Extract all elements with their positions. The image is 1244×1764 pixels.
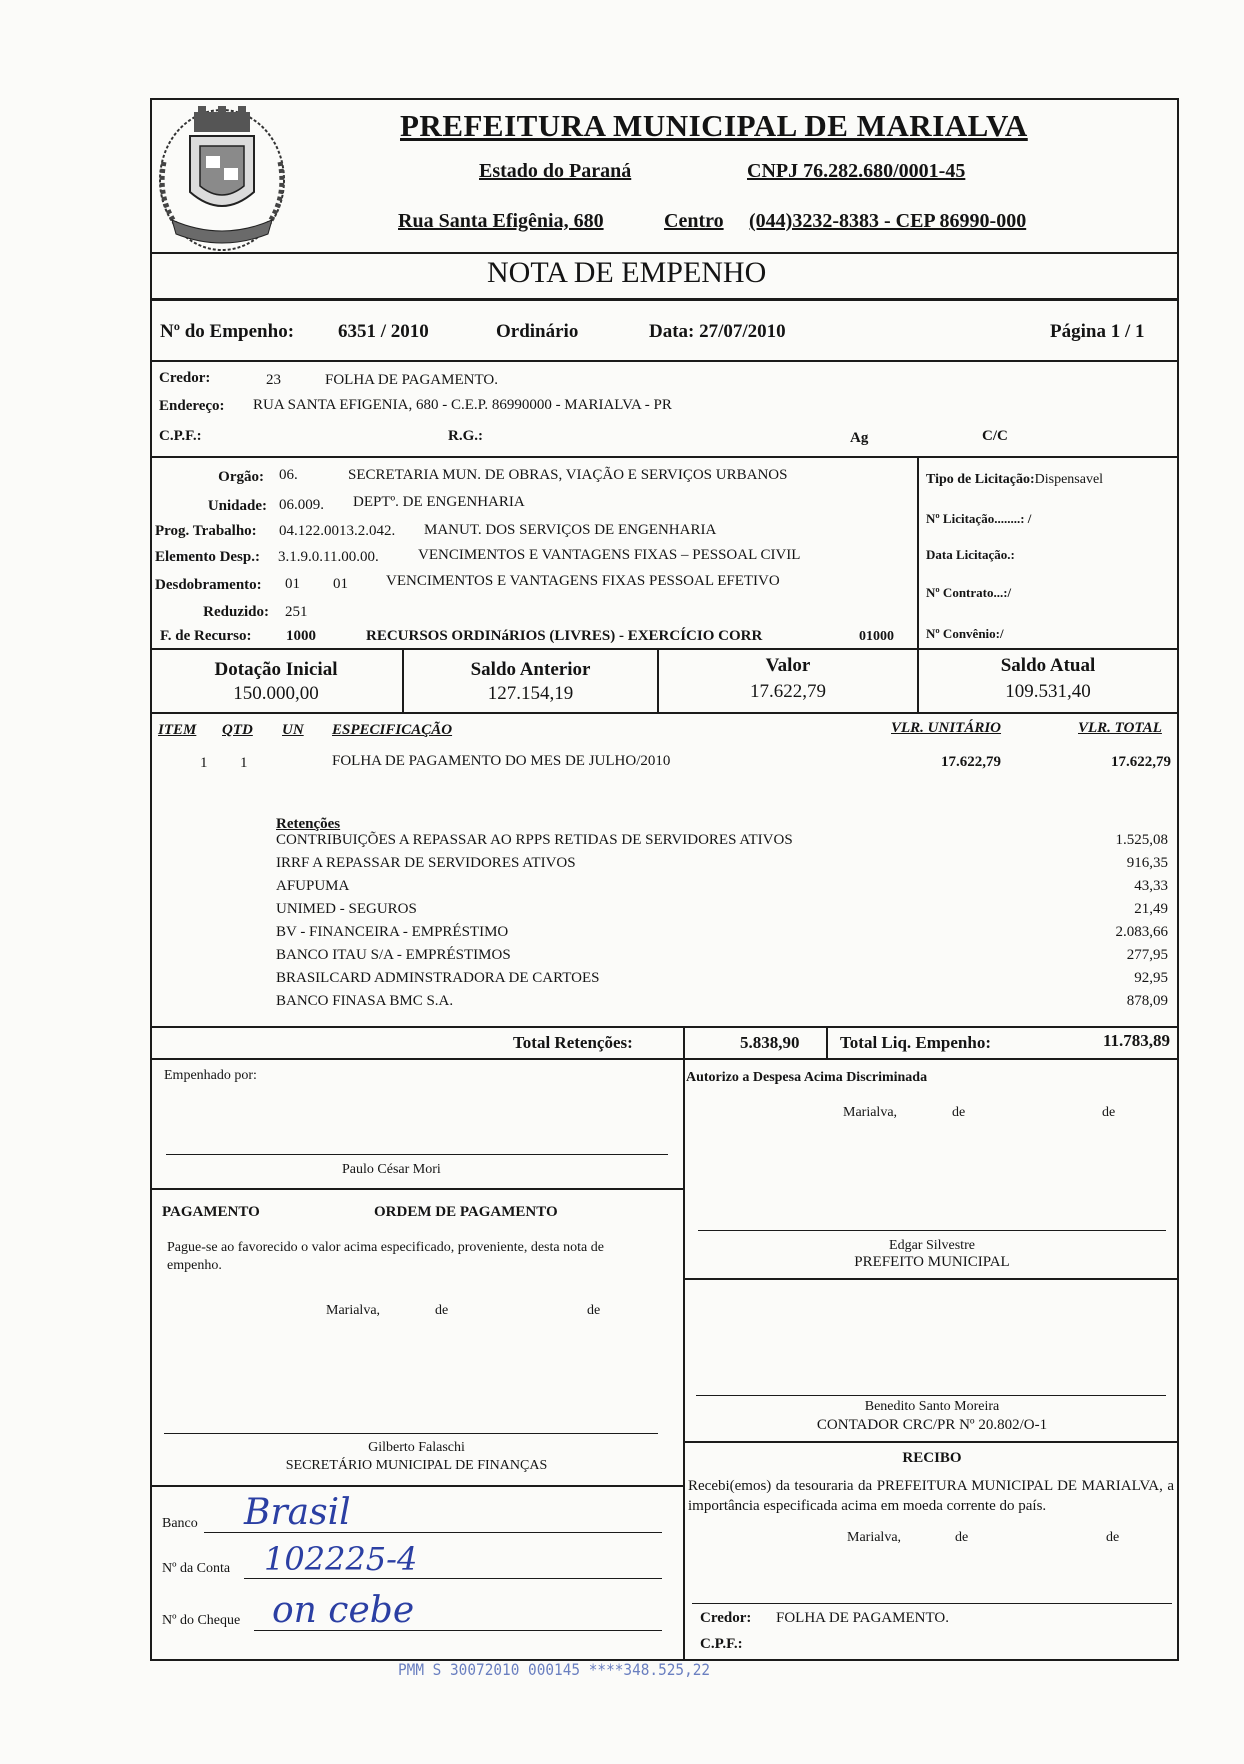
retencoes-title: Retenções bbox=[276, 816, 341, 832]
doc-title: NOTA DE EMPENHO bbox=[487, 256, 767, 289]
row-qtd: 1 bbox=[240, 755, 248, 771]
row-vlr-unit: 17.622,79 bbox=[941, 754, 1001, 770]
autorizo-de2: de bbox=[1102, 1105, 1116, 1120]
contador-nome: Benedito Santo Moreira bbox=[864, 1399, 1000, 1414]
retencao-desc: BANCO FINASA BMC S.A. bbox=[276, 993, 454, 1009]
retencao-value: 916,35 bbox=[1126, 855, 1168, 871]
retencao-desc: BV - FINANCEIRA - EMPRÉSTIMO bbox=[276, 924, 509, 940]
saldo-atual-label: Saldo Atual bbox=[1000, 655, 1096, 676]
prefeito-nome: Edgar Silvestre bbox=[889, 1238, 975, 1253]
elemento-desc: VENCIMENTOS E VANTAGENS FIXAS – PESSOAL CIVIL bbox=[418, 547, 801, 563]
cnpj: CNPJ 76.282.680/0001-45 bbox=[747, 160, 966, 182]
retencao-value: 2.083,66 bbox=[1115, 924, 1168, 940]
retencao-desc: UNIMED - SEGUROS bbox=[276, 901, 417, 917]
address: Rua Santa Efigênia, 680 bbox=[398, 210, 604, 232]
elemento-code: 3.1.9.0.11.00.00. bbox=[278, 549, 379, 565]
elemento-label: Elemento Desp.: bbox=[155, 549, 260, 565]
cpf-label: C.P.F.: bbox=[159, 428, 202, 444]
secretario-cargo: SECRETÁRIO MUNICIPAL DE FINANÇAS bbox=[285, 1458, 548, 1473]
pagamento-de2: de bbox=[587, 1303, 601, 1318]
orgao-code: 06. bbox=[279, 467, 298, 483]
credor-address: RUA SANTA EFIGENIA, 680 - C.E.P. 86990000 - MARIALVA - PR bbox=[253, 397, 672, 413]
pagamento-texto: Pague-se ao favorecido o valor acima especificado, proveniente, desta nota de empenho. bbox=[167, 1240, 604, 1273]
saldo-anterior-value: 127.154,19 bbox=[487, 683, 574, 704]
col-vlr-total: VLR. TOTAL bbox=[1078, 720, 1162, 736]
pagamento-de1: de bbox=[435, 1303, 449, 1318]
valor-label: Valor bbox=[765, 655, 811, 676]
total-retencoes-value: 5.838,90 bbox=[740, 1033, 800, 1052]
banco-handwritten: Brasil bbox=[244, 1492, 351, 1533]
orgao-label: Orgão: bbox=[218, 469, 264, 485]
recibo-local: Marialva, bbox=[847, 1530, 902, 1545]
retencao-value: 878,09 bbox=[1126, 993, 1168, 1009]
retencao-desc: IRRF A REPASSAR DE SERVIDORES ATIVOS bbox=[276, 855, 576, 871]
recurso-code: 1000 bbox=[286, 628, 316, 644]
saldo-anterior-label: Saldo Anterior bbox=[470, 659, 591, 680]
licitacao-numero: Nº Licitação........: / bbox=[926, 511, 1032, 526]
prefeito-cargo: PREFEITO MUNICIPAL bbox=[854, 1254, 1010, 1270]
recurso-num: 01000 bbox=[859, 629, 894, 644]
recurso-label: F. de Recurso: bbox=[160, 628, 252, 644]
desdobramento-b: 01 bbox=[333, 576, 348, 592]
retencao-value: 21,49 bbox=[1134, 901, 1168, 917]
credor-name: FOLHA DE PAGAMENTO. bbox=[325, 372, 498, 388]
page-title: PREFEITURA MUNICIPAL DE MARIALVA bbox=[400, 108, 1028, 143]
phone-cep: (044)3232-8383 - CEP 86990-000 bbox=[749, 210, 1027, 232]
prog-label: Prog. Trabalho: bbox=[155, 523, 257, 539]
empenhado-nome: Paulo César Mori bbox=[342, 1162, 441, 1177]
empenho-date: Data: 27/07/2010 bbox=[649, 321, 786, 342]
valor-value: 17.622,79 bbox=[750, 681, 826, 702]
empenho-number: 6351 / 2010 bbox=[338, 321, 429, 342]
recibo-credor: FOLHA DE PAGAMENTO. bbox=[776, 1610, 949, 1626]
col-qtd: QTD bbox=[222, 722, 253, 738]
ordem-pagamento-title: ORDEM DE PAGAMENTO bbox=[374, 1204, 558, 1220]
endereco-label: Endereço: bbox=[159, 398, 225, 414]
empenho-label: Nº do Empenho: bbox=[160, 321, 295, 342]
conta-handwritten: 102225-4 bbox=[264, 1540, 418, 1578]
autorizo-title: Autorizo a Despesa Acima Discriminada bbox=[686, 1070, 928, 1085]
contrato: Nº Contrato...:/ bbox=[926, 585, 1012, 600]
desdobramento-label: Desdobramento: bbox=[155, 577, 262, 593]
payment-stamp: PMM S 30072010 000145 ****348.525,22 bbox=[398, 1660, 711, 1679]
recurso-desc: RECURSOS ORDINáRIOS (LIVRES) - EXERCÍCIO CORR bbox=[366, 628, 763, 644]
total-liquido-label: Total Liq. Empenho: bbox=[840, 1033, 991, 1052]
dotacao-value: 150.000,00 bbox=[233, 683, 319, 704]
recibo-de1: de bbox=[955, 1530, 969, 1545]
desdobramento-desc: VENCIMENTOS E VANTAGENS FIXAS PESSOAL EFETIVO bbox=[386, 573, 780, 589]
contador-cargo: CONTADOR CRC/PR Nº 20.802/O-1 bbox=[816, 1417, 1048, 1433]
recibo-de2: de bbox=[1106, 1530, 1120, 1545]
secretario-nome: Gilberto Falaschi bbox=[368, 1440, 465, 1455]
retencao-value: 92,95 bbox=[1134, 970, 1168, 986]
state-name: Estado do Paraná bbox=[479, 160, 632, 182]
col-vlr-unit: VLR. UNITÁRIO bbox=[891, 720, 1002, 736]
licitacao-data: Data Licitação.: bbox=[926, 547, 1015, 562]
credor-code: 23 bbox=[266, 372, 281, 388]
unidade-label: Unidade: bbox=[207, 498, 267, 514]
rg-label: R.G.: bbox=[448, 428, 483, 444]
unidade-code: 06.009. bbox=[279, 497, 324, 513]
licitacao-tipo: Tipo de Licitação:Dispensavel bbox=[926, 472, 1104, 487]
pagamento-title: PAGAMENTO bbox=[162, 1204, 260, 1220]
credor-label: Credor: bbox=[159, 370, 211, 386]
district: Centro bbox=[664, 210, 724, 232]
retencao-desc: AFUPUMA bbox=[276, 878, 350, 894]
total-liquido-value: 11.783,89 bbox=[1102, 1031, 1170, 1050]
retencao-value: 43,33 bbox=[1134, 878, 1168, 894]
retencao-desc: CONTRIBUIÇÕES A REPASSAR AO RPPS RETIDAS DE SERVIDORES ATIVOS bbox=[276, 832, 793, 848]
col-espec: ESPECIFICAÇÃO bbox=[332, 722, 453, 738]
recibo-title: RECIBO bbox=[902, 1450, 962, 1466]
page-number: Página 1 / 1 bbox=[1050, 321, 1145, 342]
conta-label: Nº da Conta bbox=[162, 1561, 231, 1576]
recibo-texto: Recebi(emos) da tesouraria da PREFEITURA MUNICIPAL DE MARIALVA, a importância especificada acima em moeda corrente do país. bbox=[688, 1478, 1174, 1514]
col-item: ITEM bbox=[158, 722, 197, 738]
empenhado-label: Empenhado por: bbox=[164, 1068, 257, 1083]
autorizo-local: Marialva, bbox=[843, 1105, 898, 1120]
row-espec: FOLHA DE PAGAMENTO DO MES DE JULHO/2010 bbox=[332, 753, 671, 769]
coat-of-arms-logo bbox=[152, 102, 292, 257]
total-retencoes-label: Total Retenções: bbox=[513, 1033, 633, 1052]
cheque-label: Nº do Cheque bbox=[162, 1613, 241, 1628]
prog-desc: MANUT. DOS SERVIÇOS DE ENGENHARIA bbox=[424, 522, 717, 538]
row-item: 1 bbox=[200, 755, 208, 771]
ag-label: Ag bbox=[850, 430, 869, 446]
row-vlr-total: 17.622,79 bbox=[1111, 754, 1171, 770]
cheque-handwritten: on cebe bbox=[272, 1590, 415, 1631]
cc-label: C/C bbox=[982, 428, 1008, 444]
retencao-desc: BRASILCARD ADMINSTRADORA DE CARTOES bbox=[276, 970, 600, 986]
autorizo-de1: de bbox=[952, 1105, 966, 1120]
convenio: Nº Convênio:/ bbox=[926, 626, 1004, 641]
recibo-cpf-label: C.P.F.: bbox=[700, 1636, 743, 1652]
col-un: UN bbox=[282, 722, 304, 738]
dotacao-label: Dotação Inicial bbox=[214, 659, 338, 680]
orgao-desc: SECRETARIA MUN. DE OBRAS, VIAÇÃO E SERVIÇOS URBANOS bbox=[348, 467, 788, 483]
retencao-desc: BANCO ITAU S/A - EMPRÉSTIMOS bbox=[276, 947, 511, 963]
retencao-value: 277,95 bbox=[1126, 947, 1168, 963]
retencao-value: 1.525,08 bbox=[1115, 832, 1168, 848]
unidade-desc: DEPTº. DE ENGENHARIA bbox=[353, 494, 525, 510]
reduzido-value: 251 bbox=[285, 604, 308, 620]
prog-code: 04.122.0013.2.042. bbox=[279, 523, 396, 539]
reduzido-label: Reduzido: bbox=[203, 604, 269, 620]
desdobramento-a: 01 bbox=[285, 576, 300, 592]
saldo-atual-value: 109.531,40 bbox=[1005, 681, 1091, 702]
empenho-type: Ordinário bbox=[496, 321, 579, 342]
banco-label: Banco bbox=[162, 1516, 198, 1531]
pagamento-local: Marialva, bbox=[326, 1303, 381, 1318]
recibo-credor-label: Credor: bbox=[700, 1610, 752, 1626]
